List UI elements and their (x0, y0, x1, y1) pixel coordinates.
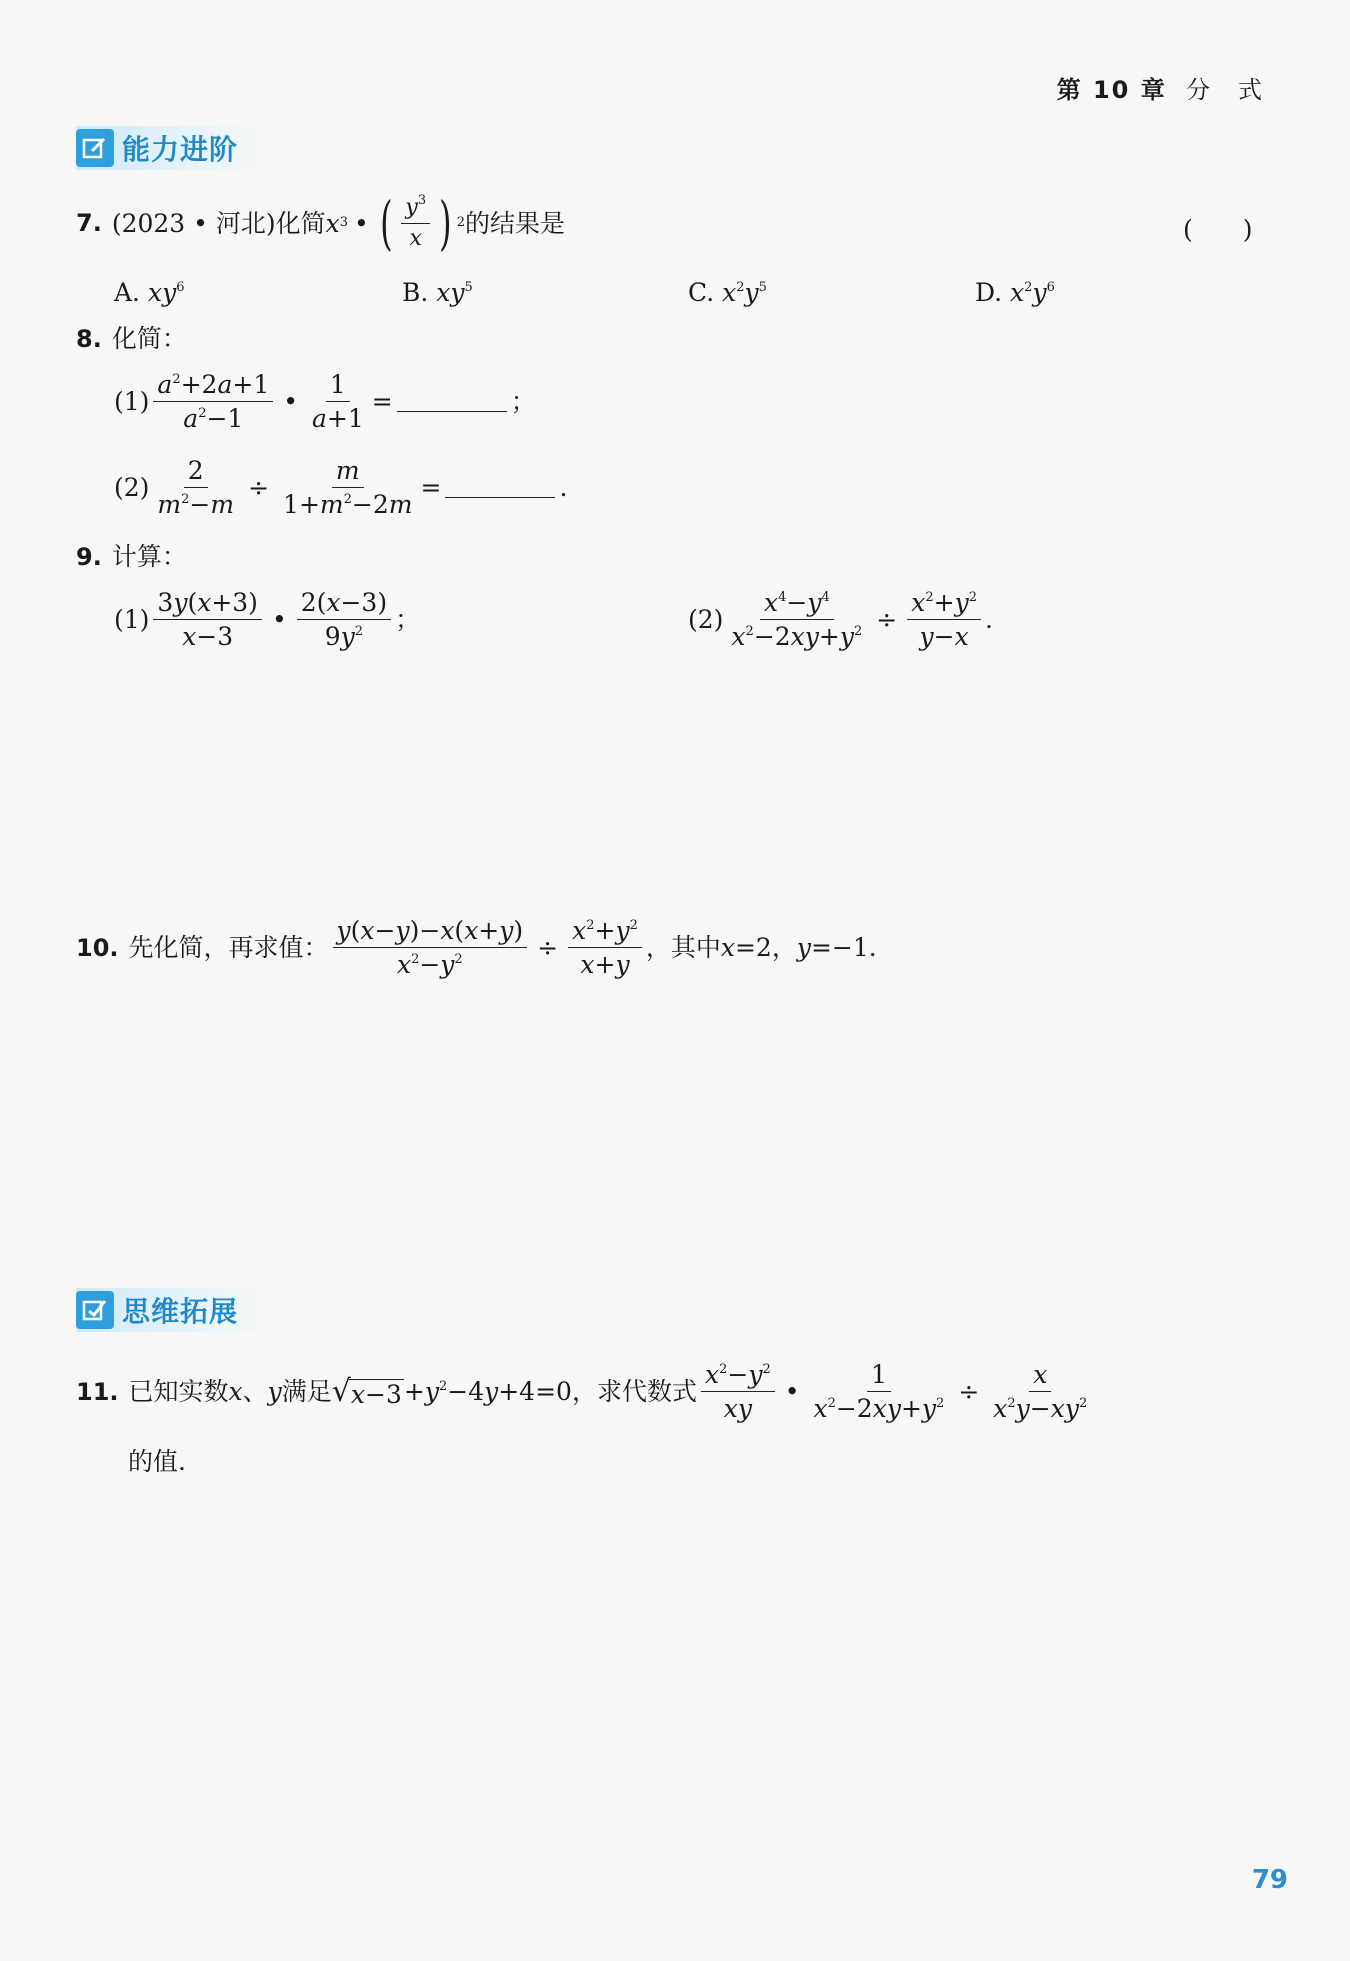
question-9: 9. 计算： (76, 542, 187, 571)
question-9-part-2: (2) $\frac{x^4-y^4}{x^2-2xy+y^2}$ ÷ $\frac{x^2+y^2}{y-x}$ . (688, 588, 993, 651)
chapter-title: 分 式 (1186, 76, 1264, 104)
section-ability-title: 能力进阶 (122, 133, 239, 166)
question-8: 8. 化简： (76, 324, 187, 353)
chapter-number: 第 10 章 (1056, 76, 1167, 104)
option-b[interactable]: B. $xy^5$ (402, 278, 473, 307)
pencil-edit-icon (76, 129, 114, 167)
answer-paren[interactable]: ( ) (1183, 215, 1253, 244)
section-thinking (76, 1288, 266, 1332)
question-10: 10. 先化简，再求值： $\frac{y(x-y)-x(x+y)}{x^2-y^2}$ ÷ $\frac{x^2+y^2}{x+y}$ ，其中 x =2， y =−1. (76, 916, 877, 979)
question-11: 11. 已知实数 x 、 y 满足 √ x−3 $+y^2-4y+4=0$ ，求代数式 $\frac{x^2-y^2}{xy}$ • $\frac{1}{x^2-2xy+y^2}$ ÷ $\frac{x}{x^2y-xy^2}$ (76, 1360, 1088, 1423)
pencil-check-icon (76, 1291, 114, 1329)
question-9-part-1: (1) $\frac{3y(x+3)}{x-3}$ • $\frac{2(x-3)}{9y^2}$ ； (114, 588, 421, 651)
option-d[interactable]: D. $x^2y^6$ (975, 278, 1055, 307)
question-8-part-2: (2) $\frac{2}{m^2-m}$ ÷ $\frac{m}{1+m^2-2m}$ = . (114, 456, 568, 519)
option-a[interactable]: A. $xy^6$ (114, 278, 185, 307)
question-number: 7. (76, 209, 102, 237)
question-8-part-1: (1) $\frac{a^2+2a+1}{a^2-1}$ • $\frac{1}{a+1}$ = ； (114, 370, 536, 433)
chapter-header (1057, 70, 1264, 105)
question-11-line-2: 的值. (128, 1447, 186, 1476)
question-text-end: 的结果是 (465, 208, 566, 238)
option-c[interactable]: C. $x^2y^5$ (688, 278, 767, 307)
page-number: 79 (1251, 1865, 1288, 1895)
question-7: 7. (2023 • 河北) 化简 x 3 • ( $\frac{y^3}{x}$ ) 2 的结果是 (76, 189, 566, 257)
question-text: 化简 (275, 208, 326, 238)
section-ability (76, 126, 266, 170)
answer-blank[interactable] (445, 497, 555, 498)
answer-blank[interactable] (397, 411, 507, 412)
question-source: (2023 • 河北) (111, 208, 276, 238)
section-thinking-title: 思维拓展 (122, 1295, 239, 1328)
